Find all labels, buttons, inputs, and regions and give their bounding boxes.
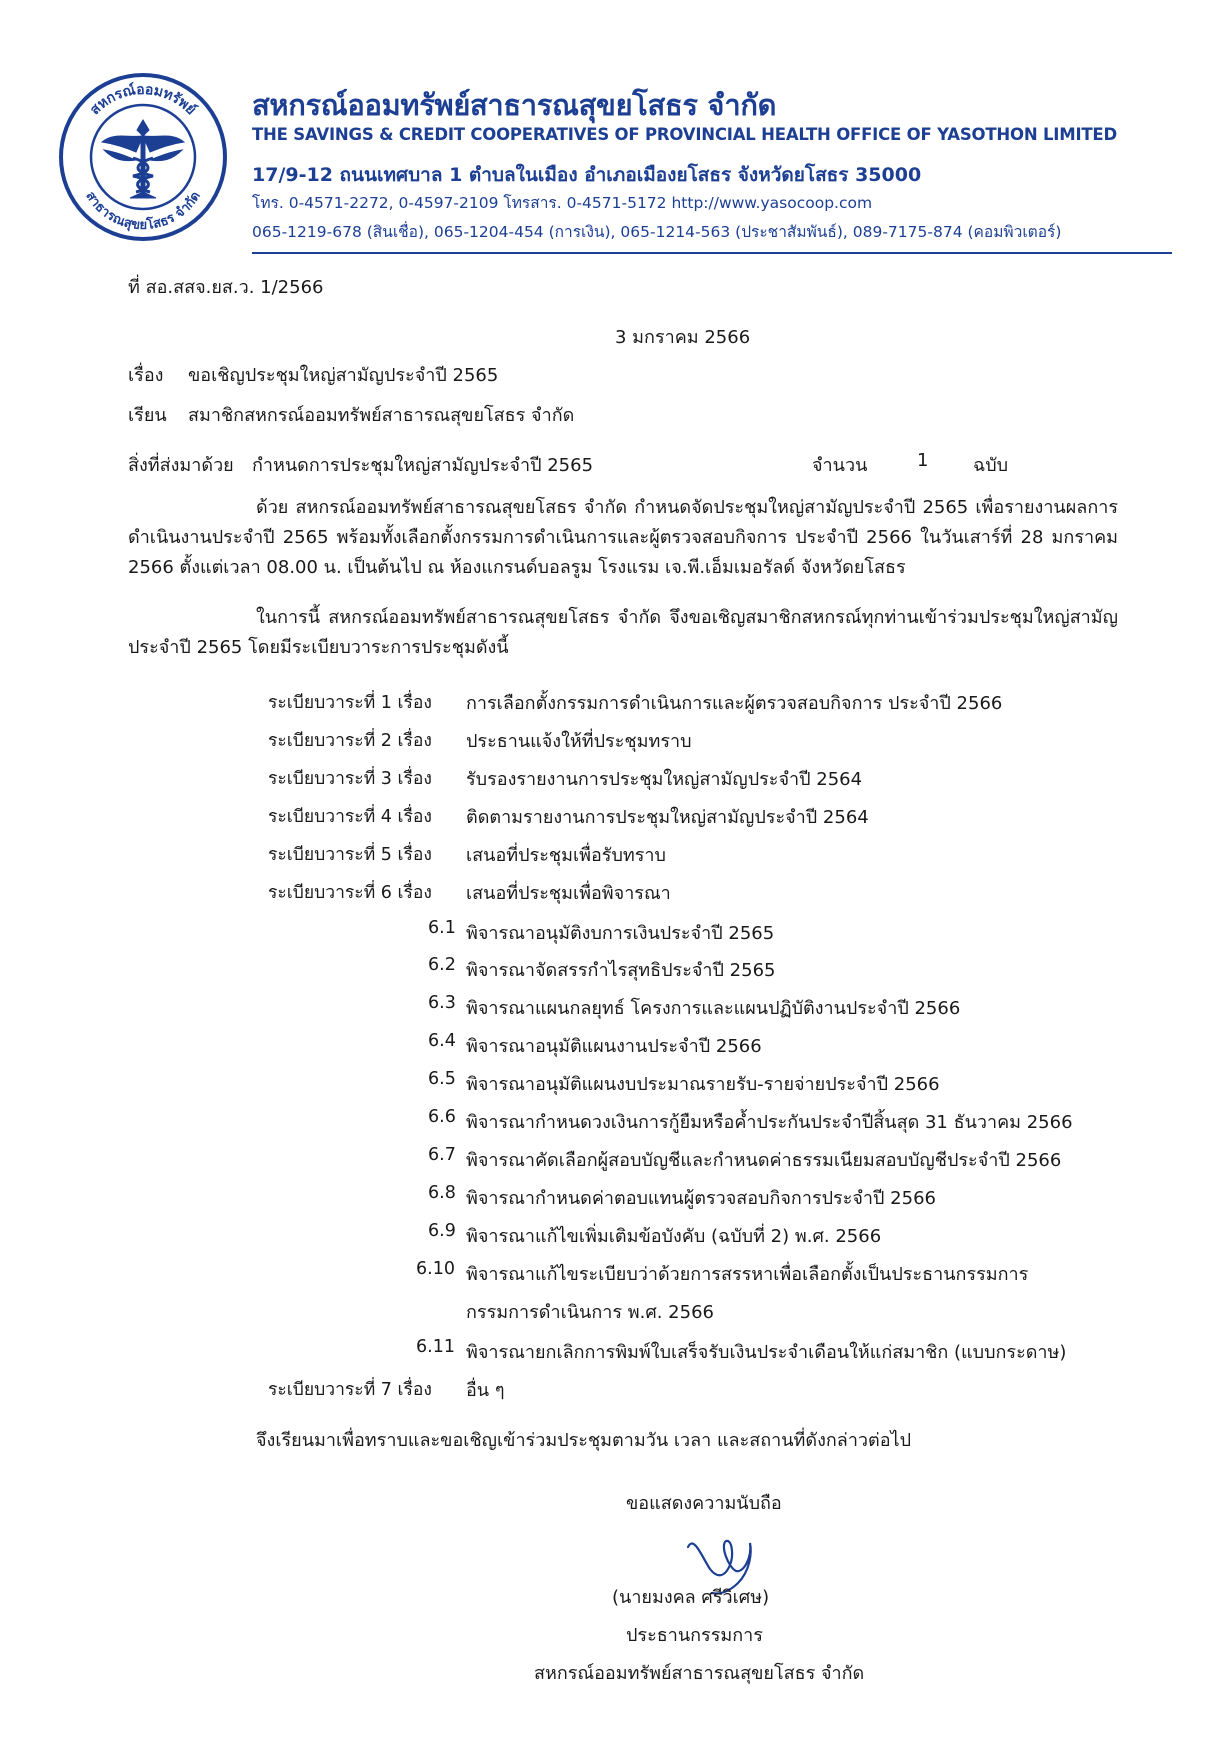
subitem-number: 6.1	[428, 918, 456, 938]
agenda-item-text: การเลือกตั้งกรรมการดำเนินการและผู้ตรวจสอบกิจการ ประจำปี 2566	[466, 693, 1003, 714]
subitem-text: พิจารณาอนุมัติแผนงบประมาณรายรับ-รายจ่ายประจำปี 2566	[466, 1074, 940, 1095]
agenda-item-label: ระเบียบวาระที่ 5 เรื่อง	[268, 845, 432, 865]
signer-organization: สหกรณ์ออมทรัพย์สาธารณสุขยโสธร จำกัด	[534, 1663, 865, 1684]
subitem-number: 6.2	[428, 955, 456, 975]
agenda-item-text: เสนอที่ประชุมเพื่อรับทราบ	[466, 845, 666, 866]
agenda-item-label: ระเบียบวาระที่ 2 เรื่อง	[268, 731, 432, 751]
subitem-text: พิจารณาจัดสรรกำไรสุทธิประจำปี 2565	[466, 960, 776, 981]
agenda-item-label: ระเบียบวาระที่ 6 เรื่อง	[268, 883, 432, 903]
subitem-number: 6.7	[428, 1145, 456, 1165]
subitem-number: 6.6	[428, 1107, 456, 1127]
signer-title: ประธานกรรมการ	[626, 1625, 763, 1646]
agenda-item-label: ระเบียบวาระที่ 1 เรื่อง	[268, 693, 432, 713]
subitem-number: 6.10	[416, 1259, 455, 1279]
logo-text-bottom: สาธารณสุขยโสธร จำกัด	[82, 189, 204, 234]
organization-phone-line: โทร. 0-4571-2272, 0-4597-2109 โทรสาร. 0-4571-5172 http://www.yasocoop.com	[252, 194, 873, 212]
organization-name-thai: สหกรณ์ออมทรัพย์สาธารณสุขยโสธร จำกัด	[252, 88, 777, 122]
quantity-label: จำนวน	[812, 455, 868, 476]
agenda-item-text: อื่น ๆ	[466, 1380, 505, 1401]
agenda-item-label: ระเบียบวาระที่ 3 เรื่อง	[268, 769, 432, 789]
letter-date: 3 มกราคม 2566	[615, 327, 751, 348]
garuda-caduceus-emblem	[102, 120, 184, 198]
subitem-text: พิจารณายกเลิกการพิมพ์ใบเสร็จรับเงินประจำเดือนให้แก่สมาชิก (แบบกระดาษ)	[466, 1342, 1067, 1363]
to-label: เรียน	[128, 405, 167, 426]
subject-text: ขอเชิญประชุมใหญ่สามัญประจำปี 2565	[188, 365, 499, 386]
subitem-text-continued: กรรมการดำเนินการ พ.ศ. 2566	[466, 1302, 714, 1323]
signer-name: (นายมงคล ศรีวิเศษ)	[612, 1587, 770, 1608]
subitem-text: พิจารณากำหนดค่าตอบแทนผู้ตรวจสอบกิจการประจำปี 2566	[466, 1188, 936, 1209]
closing-sentence: จึงเรียนมาเพื่อทราบและขอเชิญเข้าร่วมประชุมตามวัน เวลา และสถานที่ดังกล่าวต่อไป	[256, 1430, 912, 1451]
agenda-item-text: ประธานแจ้งให้ที่ประชุมทราบ	[466, 731, 692, 752]
organization-name-english: THE SAVINGS & CREDIT COOPERATIVES OF PROVINCIAL HEALTH OFFICE OF YASOTHON LIMITED	[252, 125, 1118, 144]
paragraph-invitation: ในการนี้ สหกรณ์ออมทรัพย์สาธารณสุขยโสธร จำกัด จึงขอเชิญสมาชิกสหกรณ์ทุกท่านเข้าร่วมประชุมใหญ่สามัญประจำปี 2565 โดยมีระเบียบวาระการประชุมดังนี้	[128, 607, 1118, 658]
quantity-unit: ฉบับ	[973, 455, 1009, 476]
subitem-number: 6.3	[428, 993, 456, 1013]
subitem-text: พิจารณาแก้ไขระเบียบว่าด้วยการสรรหาเพื่อเลือกตั้งเป็นประธานกรรมการ	[466, 1264, 1029, 1285]
subitem-number: 6.5	[428, 1069, 456, 1089]
paragraph-intro: ด้วย สหกรณ์ออมทรัพย์สาธารณสุขยโสธร จำกัด กำหนดจัดประชุมใหญ่สามัญประจำปี 2565 เพื่อรายงานผลการดำเนินงานประจำปี 2565 พร้อมทั้งเลือกตั้งกรรมการดำเนินการและผู้ตรวจสอบกิจการ ประจำปี 2566 ในวันเสาร์ที่ 28 มกราคม 2566 ตั้งแต่เวลา 08.00 น. เป็นต้นไป ณ ห้องแกรนด์บอลรูม โรงแรม เจ.พี.เอ็มเมอรัลด์ จังหวัดยโสธร	[128, 497, 1118, 578]
cooperative-logo	[58, 72, 228, 242]
agenda-item-text: เสนอที่ประชุมเพื่อพิจารณา	[466, 883, 671, 904]
reference-number: ที่ สอ.สสจ.ยส.ว. 1/2566	[128, 277, 324, 298]
agenda-item-label: ระเบียบวาระที่ 7 เรื่อง	[268, 1380, 432, 1400]
agenda-item-text: ติดตามรายงานการประชุมใหญ่สามัญประจำปี 2564	[466, 807, 869, 828]
organization-address: 17/9-12 ถนนเทศบาล 1 ตำบลในเมือง อำเภอเมืองยโสธร จังหวัดยโสธร 35000	[252, 164, 922, 186]
subitem-number: 6.4	[428, 1031, 456, 1051]
subitem-text: พิจารณาอนุมัติงบการเงินประจำปี 2565	[466, 923, 775, 944]
subitem-text: พิจารณาคัดเลือกผู้สอบบัญชีและกำหนดค่าธรรมเนียมสอบบัญชีประจำปี 2566	[466, 1150, 1062, 1171]
organization-contacts-line: 065-1219-678 (สินเชื่อ), 065-1204-454 (การเงิน), 065-1214-563 (ประชาสัมพันธ์), 089-7175-874 (คอมพิวเตอร์)	[252, 223, 1062, 241]
letterhead-divider	[252, 252, 1172, 254]
subitem-text: พิจารณาแก้ไขเพิ่มเติมข้อบังคับ (ฉบับที่ 2) พ.ศ. 2566	[466, 1226, 882, 1247]
subitem-number: 6.8	[428, 1183, 456, 1203]
agenda-item-label: ระเบียบวาระที่ 4 เรื่อง	[268, 807, 432, 827]
enclosure-label: สิ่งที่ส่งมาด้วย	[128, 455, 234, 476]
subitem-number: 6.9	[428, 1221, 456, 1241]
agenda-item-text: รับรองรายงานการประชุมใหญ่สามัญประจำปี 2564	[466, 769, 863, 790]
enclosure-text: กำหนดการประชุมใหญ่สามัญประจำปี 2565	[252, 455, 594, 476]
subject-label: เรื่อง	[128, 365, 164, 386]
subitem-number: 6.11	[416, 1337, 455, 1357]
subitem-text: พิจารณาแผนกลยุทธ์ โครงการและแผนปฏิบัติงานประจำปี 2566	[466, 998, 961, 1019]
to-text: สมาชิกสหกรณ์ออมทรัพย์สาธารณสุขยโสธร จำกัด	[188, 405, 575, 426]
subitem-text: พิจารณากำหนดวงเงินการกู้ยืมหรือค้ำประกันประจำปีสิ้นสุด 31 ธันวาคม 2566	[466, 1112, 1073, 1133]
quantity-value: 1	[917, 450, 929, 471]
regards: ขอแสดงความนับถือ	[626, 1493, 782, 1514]
logo-text-top: สหกรณ์ออมทรัพย์	[87, 81, 199, 119]
subitem-text: พิจารณาอนุมัติแผนงานประจำปี 2566	[466, 1036, 762, 1057]
